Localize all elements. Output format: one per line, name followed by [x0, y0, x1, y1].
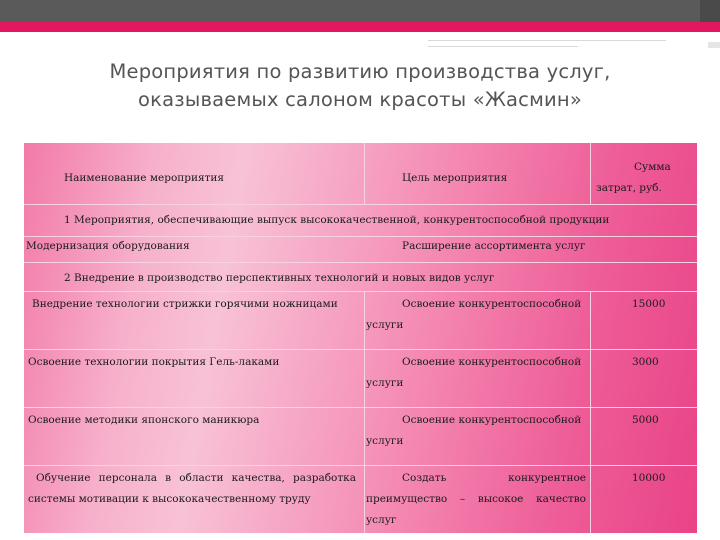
row-goal: Освоение конкурентоспособной: [402, 414, 582, 426]
row-goal: услуги: [366, 377, 404, 389]
row-divider: [24, 291, 697, 292]
row-divider: [24, 465, 697, 466]
slide-title-line: Мероприятия по развитию производства услуг,: [109, 60, 611, 83]
row-goal: услуг: [366, 514, 397, 526]
row-goal: услуги: [366, 319, 404, 331]
row-goal: Создать конкурентное: [402, 472, 586, 484]
header-name: Наименование мероприятия: [64, 172, 225, 184]
row-divider: [24, 204, 697, 205]
section-heading: 2 Внедрение в производство перспективных технологий и новых видов услуг: [64, 272, 495, 284]
row-name: системы мотивации к высококачественному труду: [28, 493, 311, 505]
row-sum: 3000: [632, 356, 659, 368]
row-name: Освоение методики японского маникюра: [28, 414, 260, 426]
row-goal: услуги: [366, 435, 404, 447]
decorative-line: [708, 42, 720, 48]
slide-title-line: оказываемых салоном красоты «Жасмин»: [138, 88, 582, 111]
section-heading: 1 Мероприятия, обеспечивающие выпуск высококачественной, конкурентоспособной продукции: [64, 214, 610, 226]
header-goal: Цель мероприятия: [402, 172, 508, 184]
top-bar: [0, 0, 720, 22]
header-sum: затрат, руб.: [596, 182, 662, 194]
row-divider: [24, 407, 697, 408]
row-divider: [24, 349, 697, 350]
row-goal: Расширение ассортимента услуг: [402, 240, 586, 252]
row-name: Обучение персонала в области качества, разработка: [36, 472, 356, 484]
row-name: Освоение технологии покрытия Гель-лаками: [28, 356, 280, 368]
row-goal: преимущество – высокое качество: [366, 493, 586, 505]
decorative-line: [428, 40, 666, 41]
column-divider: [590, 291, 591, 533]
decorative-line: [428, 46, 578, 47]
row-name: Внедрение технологии стрижки горячими ножницами: [32, 298, 338, 310]
row-name: Модернизация оборудования: [26, 240, 190, 252]
slide-title: [60, 58, 660, 114]
row-sum: 5000: [632, 414, 659, 426]
row-sum: 15000: [632, 298, 666, 310]
accent-bar: [0, 22, 720, 32]
column-divider: [364, 143, 365, 204]
column-divider: [364, 291, 365, 533]
row-divider: [24, 262, 697, 263]
row-sum: 10000: [632, 472, 666, 484]
measures-table: [24, 143, 697, 533]
row-goal: Освоение конкурентоспособной: [402, 298, 582, 310]
column-divider: [590, 143, 591, 204]
row-goal: Освоение конкурентоспособной: [402, 356, 582, 368]
header-sum: Сумма: [634, 161, 671, 173]
